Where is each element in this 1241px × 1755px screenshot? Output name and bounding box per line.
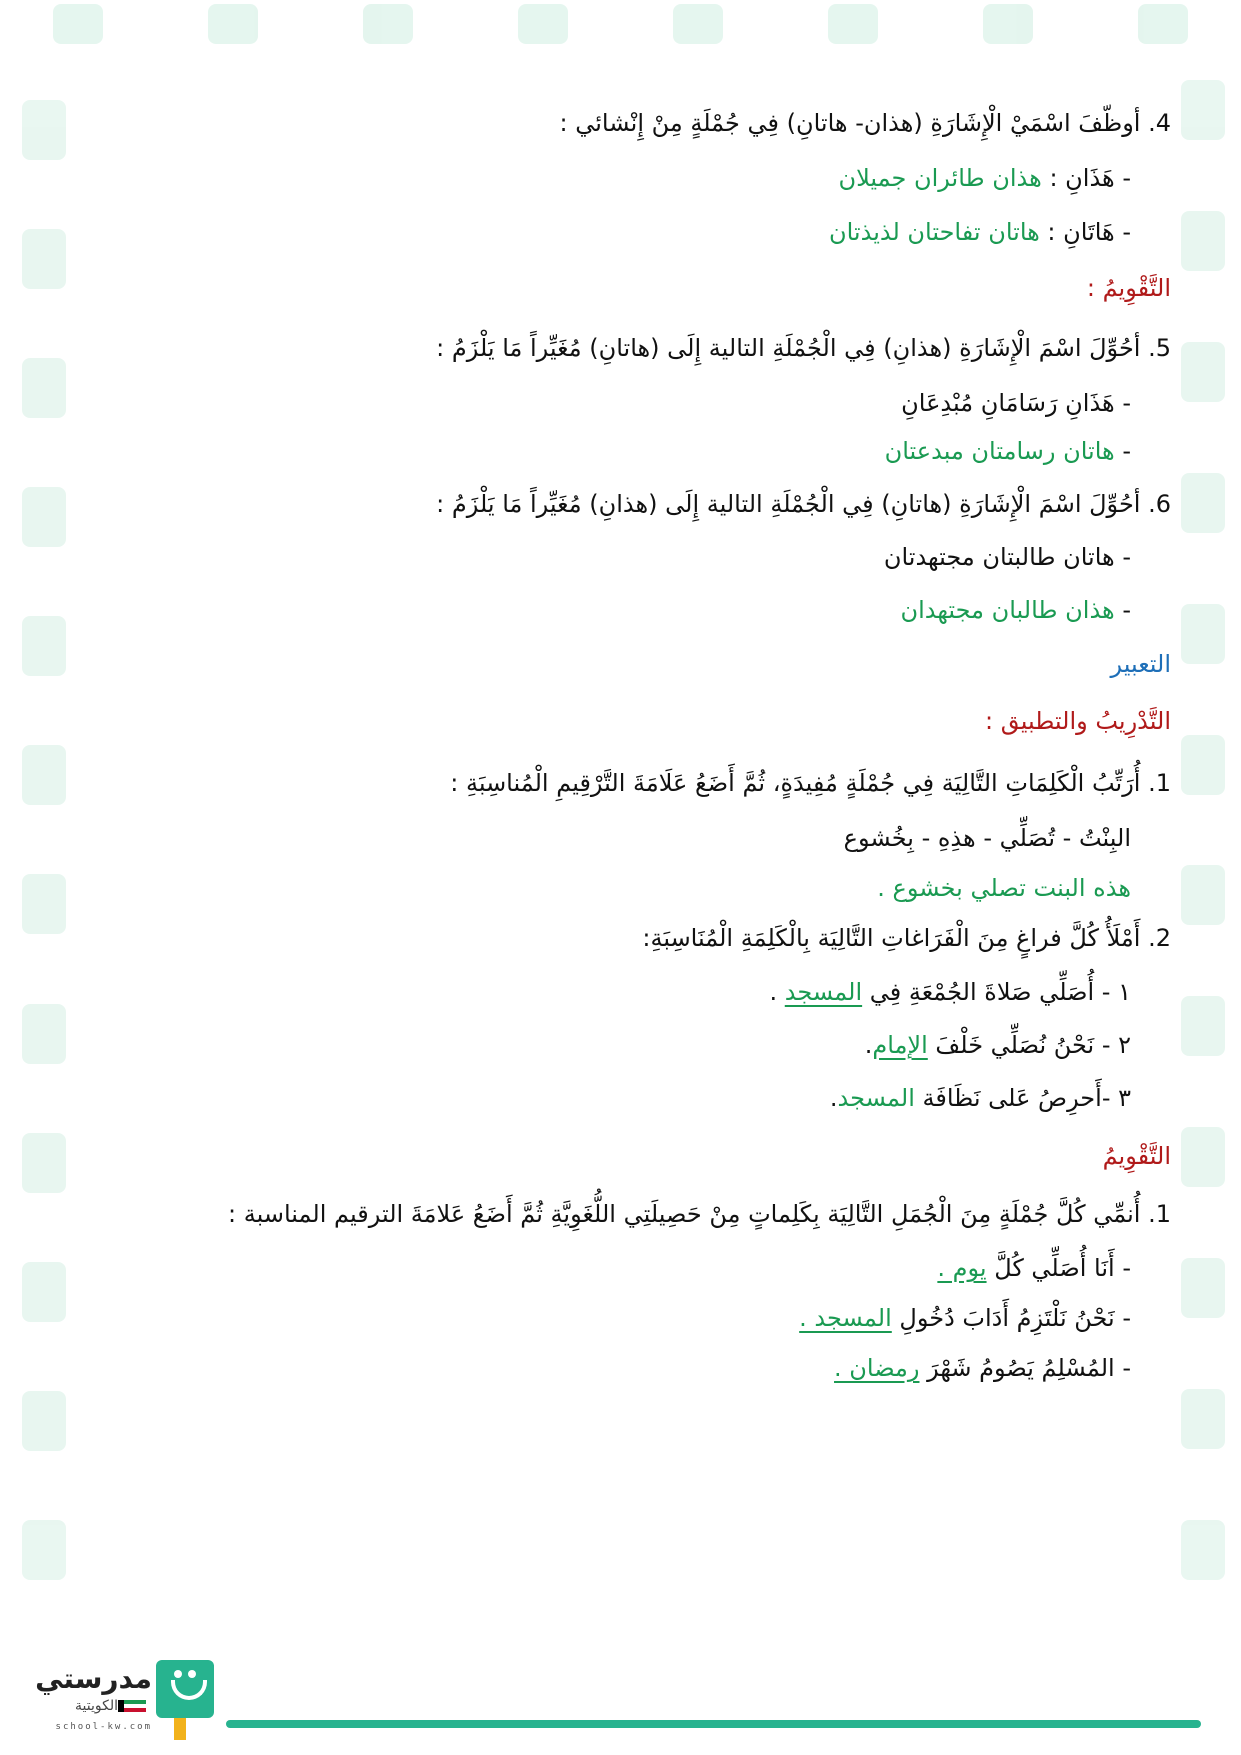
text-segment: - [1114, 596, 1131, 624]
watermark-logo-icon [22, 229, 66, 289]
watermark-logo-icon [673, 4, 723, 44]
text-segment: - المُسْلِمُ يَصُومُ شَهْرَ [919, 1354, 1131, 1382]
green-text: المسجد . [799, 1304, 892, 1332]
watermark-logo-icon [1181, 1258, 1225, 1318]
text-segment: - هَاتَانِ : [1039, 218, 1131, 246]
text-line-q5a [901, 385, 1131, 421]
watermark-logo-icon [1181, 996, 1225, 1056]
watermark-logo-icon [363, 4, 413, 44]
watermark-logo-icon [1181, 735, 1225, 795]
watermark-logo-icon [22, 616, 66, 676]
kuwait-flag-icon [118, 1700, 146, 1712]
text-line-t1b [877, 870, 1131, 906]
watermark-strip-right [1181, 80, 1241, 1580]
text-line-q6b [900, 592, 1131, 628]
green-text: الإمام [872, 1031, 928, 1059]
logo-subtitle-text: الكويتية [75, 1698, 118, 1714]
text-line-q4a [838, 160, 1131, 196]
watermark-logo-icon [22, 1004, 66, 1064]
text-line-q6a [884, 539, 1131, 575]
logo-name: مدرستي [35, 1662, 152, 1695]
text-segment: . [769, 978, 785, 1006]
red-text: التَّدْرِيبُ والتطبيق : [985, 707, 1171, 735]
text-segment: 2. أَمْلَأُ كُلَّ فراغٍ مِنَ الْفَرَاغاتِ التَّالِيَة بِالْكَلِمَةِ الْمُنَاسِبَةِ: [642, 924, 1171, 952]
text-segment: 5. أحُوِّلَ اسْمَ الْإِشَارَةِ (هذانِ) فِي الْجُمْلَةِ التالية إِلَى (هاتانِ) مُغَيِّراً مَا يَلْزَمُ : [436, 334, 1171, 362]
watermark-logo-icon [1181, 604, 1225, 664]
watermark-logo-icon [208, 4, 258, 44]
watermark-logo-icon [1181, 80, 1225, 140]
text-line-e1 [228, 1196, 1171, 1232]
text-segment: - هاتان طالبتان مجتهدتان [883, 543, 1131, 571]
text-line-tadreeb [985, 703, 1171, 739]
text-line-q4 [560, 105, 1171, 141]
text-line-t1a [844, 820, 1131, 856]
text-segment: 1. أُرَتِّبُ الْكَلِمَاتِ التَّالِيَة فِي جُمْلَةٍ مُفِيدَةٍ، ثُمَّ أَضَعُ عَلَامَةَ التَّرْقِيمِ الْمُناسِبَةِ : [450, 769, 1171, 797]
text-line-t2a [770, 974, 1132, 1010]
watermark-logo-icon [828, 4, 878, 44]
watermark-logo-icon [22, 745, 66, 805]
green-text: هذان طائران جميلان [838, 164, 1042, 192]
watermark-logo-icon [518, 4, 568, 44]
text-line-e1a [937, 1250, 1131, 1286]
watermark-strip-left [22, 100, 82, 1580]
green-text: هذان طالبان مجتهدان [900, 596, 1115, 624]
text-segment: 1. أُنمِّي كُلَّ جُمْلَةٍ مِنَ الْجُمَلِ التَّالِيَة بِكَلِماتٍ مِنْ حَصِيلَتِي اللُّغَوِيَّةِ ثُمَّ أَضَعُ عَلامَةَ الترقيم المناسبة : [228, 1200, 1171, 1228]
watermark-logo-icon [1181, 865, 1225, 925]
text-segment: . [864, 1031, 873, 1059]
blue-text: التعبير [1110, 650, 1171, 678]
green-text: المسجد [837, 1084, 915, 1112]
text-segment: 4. أوظّفَ اسْمَيْ الْإِشَارَةِ (هذان- هاتانِ) فِي جُمْلَةٍ مِنْ إِنْشائي : [559, 109, 1171, 137]
watermark-logo-icon [1181, 1127, 1225, 1187]
watermark-logo-icon [22, 1133, 66, 1193]
green-text: المسجد [784, 978, 863, 1006]
text-line-taqweem1 [1087, 270, 1171, 306]
watermark-logo-icon [22, 100, 66, 160]
site-logo[interactable] [28, 1660, 218, 1750]
text-segment: ١ - أُصَلِّي صَلاةَ الجُمْعَةِ فِي [862, 978, 1131, 1006]
watermark-logo-icon [22, 1520, 66, 1580]
text-segment: - هَذَانِ رَسَامَانِ مُبْدِعَانِ [901, 389, 1131, 417]
text-line-t1 [450, 765, 1171, 801]
text-line-t2c [830, 1080, 1131, 1116]
red-text: التَّقْوِيمُ : [1086, 274, 1171, 302]
green-text: هاتان رسامتان مبدعتان [884, 437, 1115, 465]
text-segment: - أَنَا أُصَلِّي كُلَّ [986, 1254, 1131, 1282]
watermark-strip-top [0, 0, 1241, 48]
green-text: رمضان . [834, 1354, 920, 1382]
watermark-logo-icon [1181, 1389, 1225, 1449]
watermark-logo-icon [1181, 473, 1225, 533]
text-segment: . [829, 1084, 838, 1112]
logo-url: school-kw.com [55, 1722, 152, 1732]
text-segment: البِنْتُ - تُصَلِّي - هذِهِ - بِخُشوع [843, 824, 1131, 852]
text-line-q6 [436, 486, 1171, 522]
text-segment: - [1114, 437, 1131, 465]
watermark-logo-icon [1138, 4, 1188, 44]
text-line-taqweem2 [1103, 1138, 1171, 1174]
watermark-logo-icon [22, 358, 66, 418]
text-line-q5b [885, 433, 1131, 469]
watermark-logo-icon [22, 1391, 66, 1451]
green-text: يوم . [937, 1254, 987, 1282]
logo-subtitle [28, 1698, 152, 1714]
watermark-logo-icon [1181, 342, 1225, 402]
text-segment: ٣ -أَحرِصُ عَلى نَظَافَة [914, 1084, 1131, 1112]
text-line-q5 [436, 330, 1171, 366]
watermark-logo-icon [983, 4, 1033, 44]
text-line-e1c [834, 1350, 1131, 1386]
text-line-t2 [642, 920, 1171, 956]
text-line-q4b [829, 214, 1131, 250]
red-text: التَّقْوِيمُ [1102, 1142, 1171, 1170]
text-segment: 6. أحُوِّلَ اسْمَ الْإِشَارَةِ (هاتانِ) فِي الْجُمْلَةِ التالية إِلَى (هذانِ) مُغَيِّراً مَا يَلْزَمُ : [436, 490, 1171, 518]
watermark-logo-icon [22, 1262, 66, 1322]
text-line-e1b [799, 1300, 1131, 1336]
watermark-logo-icon [1181, 1520, 1225, 1580]
text-segment: - هَذَانِ : [1041, 164, 1131, 192]
smile-logo-icon [156, 1660, 214, 1718]
watermark-logo-icon [22, 874, 66, 934]
green-text: هاتان تفاحتان لذيذتان [828, 218, 1040, 246]
watermark-logo-icon [1181, 211, 1225, 271]
green-text: هذه البنت تصلي بخشوع . [877, 874, 1131, 902]
footer-divider [226, 1720, 1201, 1728]
text-segment: ٢ - نَحْنُ نُصَلِّي خَلْفَ [927, 1031, 1131, 1059]
watermark-logo-icon [53, 4, 103, 44]
text-line-t2b [865, 1027, 1131, 1063]
watermark-logo-icon [22, 487, 66, 547]
text-segment: - نَحْنُ نَلْتَزِمُ أَدَابَ دُخُولِ [891, 1304, 1131, 1332]
text-line-taabeer [1110, 646, 1171, 682]
